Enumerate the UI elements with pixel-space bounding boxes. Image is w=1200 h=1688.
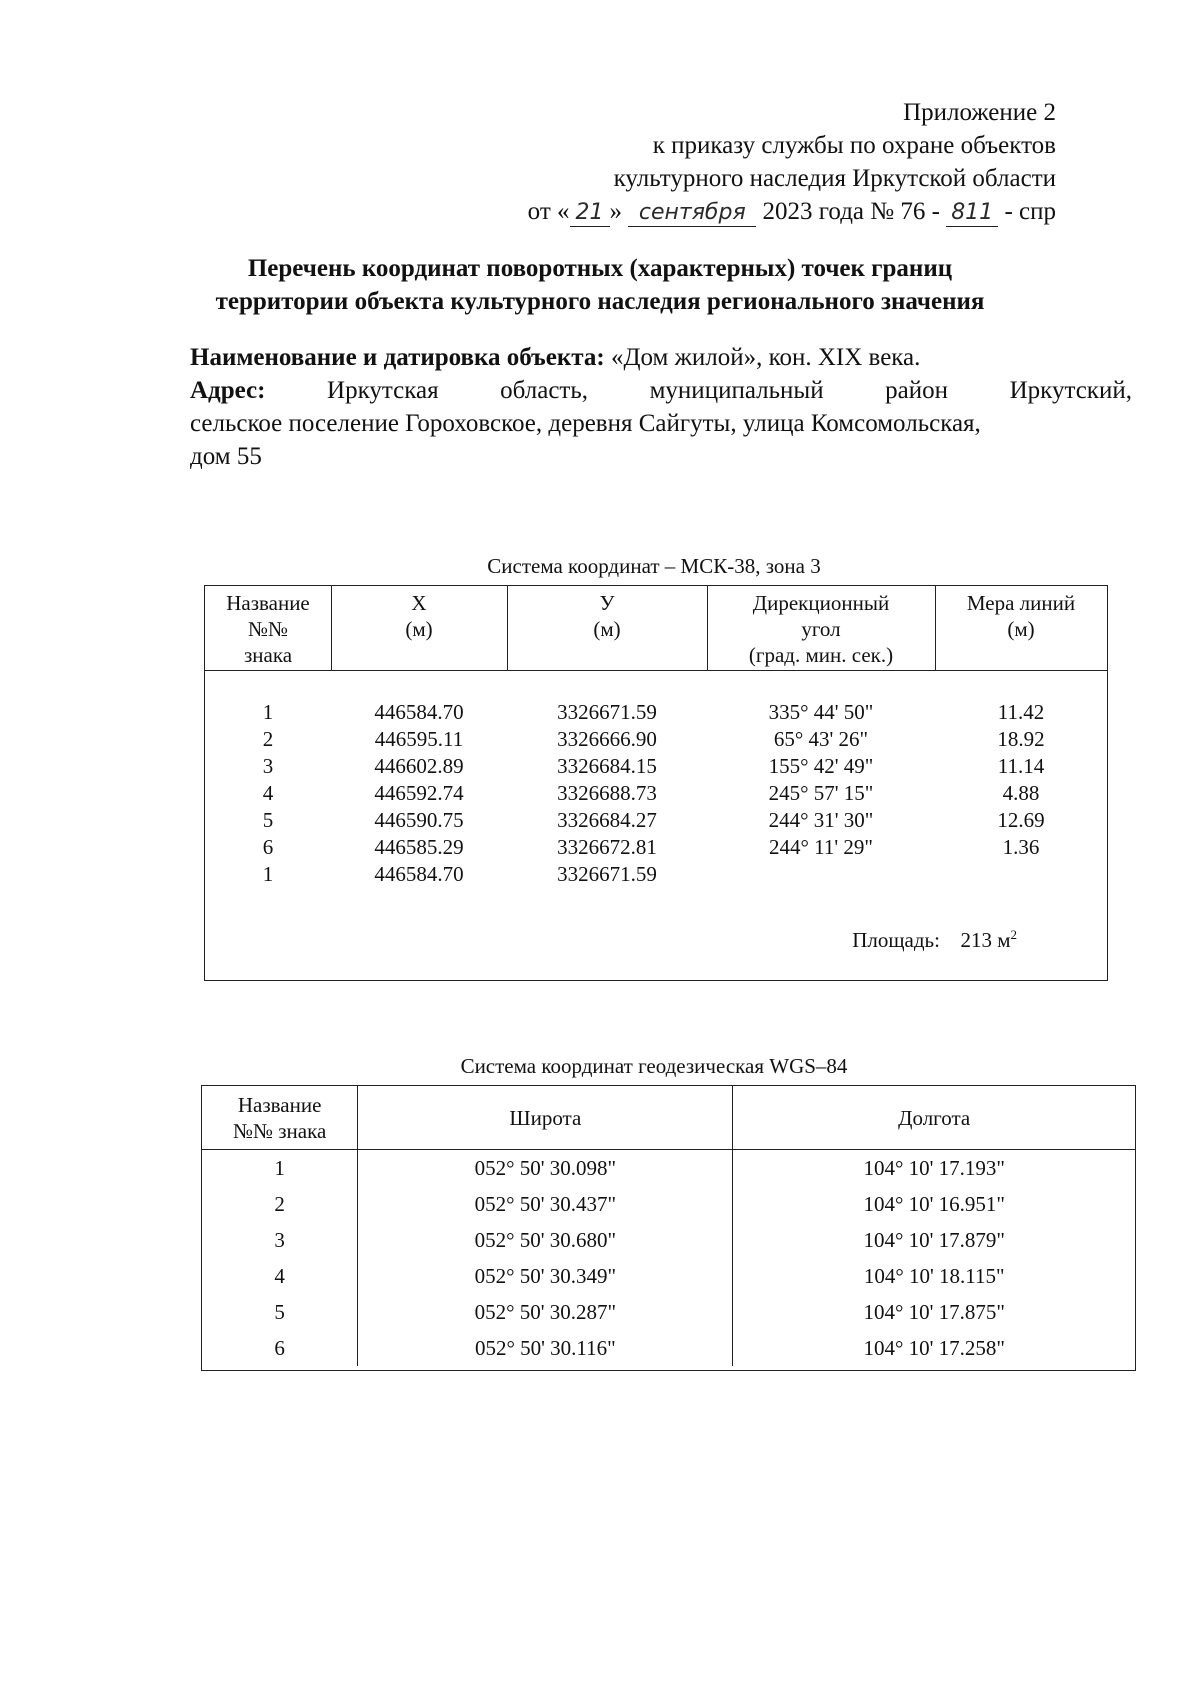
msk-header-divider <box>205 670 1107 671</box>
cell-longitude: 104° 10' 18.115" <box>733 1258 1135 1294</box>
wgs-header-lat: Широта <box>358 1086 733 1150</box>
table-row <box>205 861 1107 888</box>
cell-length: 12.69 <box>997 808 1045 832</box>
cell-latitude: 052° 50' 30.680" <box>358 1222 733 1258</box>
header-text: (м) <box>405 617 433 641</box>
table-row <box>205 834 1107 861</box>
area-unit-superscript: 2 <box>1010 927 1017 942</box>
cell-x: 446602.89 <box>374 754 464 778</box>
cell-latitude: 052° 50' 30.349" <box>358 1258 733 1294</box>
header-text: Название <box>226 591 310 615</box>
msk-caption: Система координат – МСК-38, зона 3 <box>487 554 821 578</box>
address-label: Адрес: <box>190 377 266 404</box>
date-mid: » <box>609 198 623 225</box>
header-text: №№ знака <box>232 1118 327 1143</box>
cell-longitude: 104° 10' 17.875" <box>733 1294 1135 1330</box>
appendix-date-line <box>528 195 1056 228</box>
appendix-line3: культурного наследия Иркутской области <box>613 165 1056 192</box>
table-row <box>205 699 1107 726</box>
header-text: угол <box>801 617 841 641</box>
order-year: 2023 года № 76 - <box>762 198 940 225</box>
cell-number: 2 <box>202 1186 358 1222</box>
msk-header-y <box>507 586 707 670</box>
wgs-caption: Система координат геодезическая WGS–84 <box>460 1054 848 1078</box>
msk-header-x <box>331 586 507 670</box>
wgs-header-row <box>202 1086 1135 1150</box>
table-row <box>205 726 1107 753</box>
cell-longitude: 104° 10' 17.879" <box>733 1222 1135 1258</box>
cell-number: 5 <box>202 1294 358 1330</box>
table-row <box>202 1294 1135 1330</box>
cell-number: 1 <box>262 862 274 886</box>
address-line2: сельское поселение Гороховское, деревня Сайгуты, улица Комсомольская, <box>190 410 981 437</box>
address-word: район <box>885 377 949 404</box>
title-line2: территории объекта культурного наследия регионального значения <box>215 288 985 315</box>
header-text: №№ <box>247 617 289 641</box>
table-row <box>202 1222 1135 1258</box>
cell-angle: 244° 11' 29" <box>769 835 873 859</box>
header-text: Мера линий <box>966 591 1076 615</box>
cell-longitude: 104° 10' 17.193" <box>733 1150 1135 1187</box>
table-row <box>205 807 1107 834</box>
cell-number: 1 <box>202 1150 358 1187</box>
cell-x: 446590.75 <box>374 808 464 832</box>
cell-number: 1 <box>262 700 274 724</box>
cell-length: 11.42 <box>997 700 1045 724</box>
cell-longitude: 104° 10' 16.951" <box>733 1186 1135 1222</box>
table-row <box>202 1150 1135 1187</box>
cell-y: 3326672.81 <box>557 835 657 859</box>
wgs-table <box>201 1085 1136 1371</box>
document-title <box>150 252 1050 318</box>
cell-length: 4.88 <box>1002 781 1040 805</box>
area-value: 213 м <box>960 928 1011 952</box>
header-text: X <box>411 591 427 615</box>
appendix-header <box>528 96 1056 228</box>
cell-y: 3326666.90 <box>557 727 657 751</box>
cell-angle: 244° 31' 30" <box>768 808 874 832</box>
table-row <box>202 1258 1135 1294</box>
cell-number: 6 <box>262 835 274 859</box>
cell-angle: 65° 43' 26" <box>773 727 869 751</box>
cell-number: 3 <box>202 1222 358 1258</box>
cell-y: 3326671.59 <box>557 700 657 724</box>
handwritten-month: сентября <box>628 200 756 227</box>
msk-header-angle <box>707 586 935 670</box>
object-name-label: Наименование и датировка объекта: <box>190 344 605 371</box>
msk-header-length <box>935 586 1107 670</box>
msk-rows <box>205 699 1107 889</box>
object-info <box>190 341 1132 473</box>
cell-x: 446584.70 <box>374 862 464 886</box>
msk-header-name <box>205 586 331 670</box>
address-line1 <box>190 374 1132 407</box>
cell-x: 446595.11 <box>374 727 464 751</box>
cell-x: 446585.29 <box>374 835 464 859</box>
cell-number: 5 <box>262 808 274 832</box>
cell-angle: 155° 42' 49" <box>768 754 874 778</box>
cell-length: 1.36 <box>1002 835 1040 859</box>
cell-x: 446584.70 <box>374 700 464 724</box>
cell-longitude: 104° 10' 17.258" <box>733 1330 1135 1366</box>
msk-table <box>204 585 1108 981</box>
cell-number: 4 <box>202 1258 358 1294</box>
cell-y: 3326688.73 <box>557 781 657 805</box>
object-name-value: «Дом жилой», кон. XIX века. <box>610 344 921 371</box>
address-word: Иркутский, <box>1009 377 1132 404</box>
address-word: Иркутская <box>327 377 439 404</box>
table-row <box>205 780 1107 807</box>
table-row <box>202 1186 1135 1222</box>
cell-length: 11.14 <box>997 754 1045 778</box>
cell-number: 2 <box>262 727 274 751</box>
cell-x: 446592.74 <box>374 781 464 805</box>
cell-angle: 335° 44' 50" <box>768 700 874 724</box>
header-text: (м) <box>593 617 621 641</box>
header-text: Название <box>237 1092 322 1117</box>
header-text: Дирекционный <box>752 591 890 615</box>
wgs-grid <box>202 1086 1135 1366</box>
cell-y: 3326671.59 <box>557 862 657 886</box>
cell-length: 18.92 <box>997 727 1045 751</box>
header-text: знака <box>243 643 293 667</box>
appendix-line2: к приказу службы по охране объектов <box>652 132 1056 159</box>
header-text: (град. мин. сек.) <box>748 643 894 667</box>
address-word: область, <box>500 377 589 404</box>
table-row <box>202 1330 1135 1366</box>
area-line <box>852 921 1017 954</box>
handwritten-number: 811 <box>946 200 998 227</box>
cell-angle: 245° 57' 15" <box>768 781 874 805</box>
cell-latitude: 052° 50' 30.437" <box>358 1186 733 1222</box>
table-row <box>205 753 1107 780</box>
object-name-line <box>190 341 1132 374</box>
wgs-header-lon: Долгота <box>733 1086 1135 1150</box>
appendix-line1: Приложение 2 <box>903 99 1056 126</box>
date-prefix: от « <box>527 198 570 225</box>
address-word: муниципальный <box>649 377 824 404</box>
wgs-header-name <box>202 1086 358 1150</box>
address-line3: дом 55 <box>190 443 262 470</box>
area-label: Площадь: <box>852 928 940 952</box>
cell-number: 4 <box>262 781 274 805</box>
header-text: (м) <box>1007 617 1035 641</box>
cell-y: 3326684.15 <box>557 754 657 778</box>
cell-latitude: 052° 50' 30.116" <box>358 1330 733 1366</box>
header-text: У <box>599 591 615 615</box>
handwritten-day: 21 <box>570 200 610 227</box>
cell-number: 6 <box>202 1330 358 1366</box>
title-line1: Перечень координат поворотных (характерных) точек границ <box>247 255 953 282</box>
cell-latitude: 052° 50' 30.287" <box>358 1294 733 1330</box>
order-suffix: - спр <box>1004 198 1056 225</box>
cell-y: 3326684.27 <box>557 808 657 832</box>
cell-number: 3 <box>262 754 274 778</box>
cell-latitude: 052° 50' 30.098" <box>358 1150 733 1187</box>
